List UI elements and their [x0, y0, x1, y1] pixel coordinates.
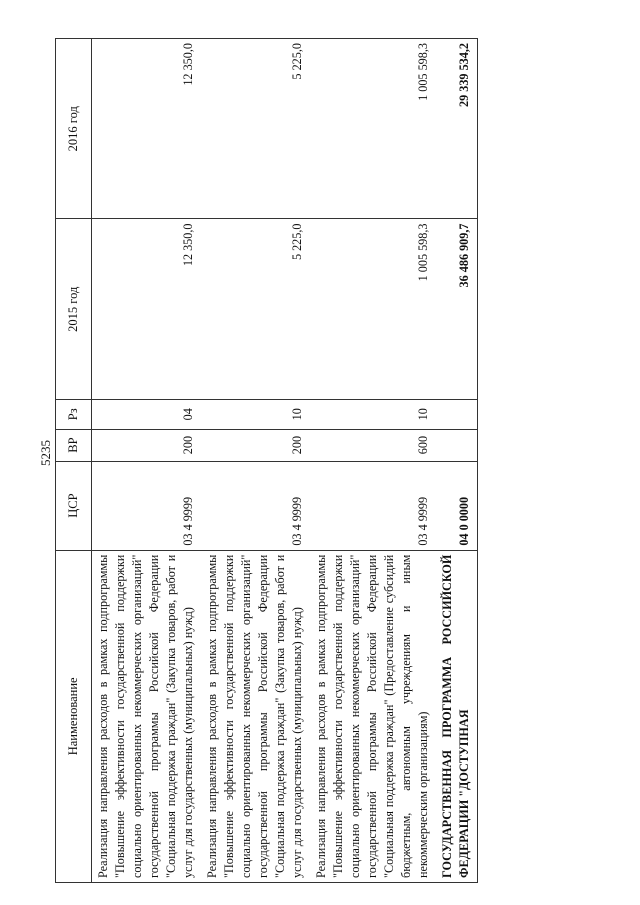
header-vr: ВР: [56, 429, 92, 461]
row-vr: 200: [92, 429, 202, 461]
budget-table: [55, 38, 478, 883]
row-csr: 03 4 9999: [201, 461, 310, 550]
row-name: Реализация направления расходов в рамках подпрограммы "Повышение эффективности государственной поддержки социально ориентированных некоммерческих организаций" государственной программы Российской Федерации "Социальная поддержка граждан" (Предоставление субсидий бюджетным, автономным учреждениям и иным некоммерческим организациям): [310, 550, 436, 882]
row-csr: 04 0 0000: [436, 461, 478, 550]
row-vr: 200: [201, 429, 310, 461]
page-number: 5235: [38, 440, 53, 466]
table-row: [310, 39, 436, 883]
row-name: Реализация направления расходов в рамках подпрограммы "Повышение эффективности государственной поддержки социально ориентированных некоммерческих организаций" государственной программы Российской Федерации "Социальная поддержка граждан" (Закупка товаров, работ и услуг для государственных (муниципальных) нужд): [201, 550, 310, 882]
table-header-row: [56, 39, 92, 883]
row-name: Реализация направления расходов в рамках подпрограммы "Повышение эффективности государственной поддержки социально ориентированных некоммерческих организаций" государственной программы Российской Федерации "Социальная поддержка граждан" (Закупка товаров, работ и услуг для государственных (муниципальных) нужд): [92, 550, 202, 882]
header-rz: Рз: [56, 399, 92, 429]
row-2015: 12 350,0: [92, 219, 202, 399]
header-2016: 2016 год: [56, 39, 92, 219]
row-2015: 1 005 598,3: [310, 219, 436, 399]
table-row-program-total: [436, 39, 478, 883]
row-2016: 1 005 598,3: [310, 39, 436, 219]
row-rz: 10: [201, 399, 310, 429]
header-name: Наименование: [56, 550, 92, 882]
table-row: [92, 39, 202, 883]
row-csr: 03 4 9999: [92, 461, 202, 550]
row-csr: 03 4 9999: [310, 461, 436, 550]
table-row: [201, 39, 310, 883]
row-rz: 10: [310, 399, 436, 429]
row-2015: 5 225,0: [201, 219, 310, 399]
row-name: ГОСУДАРСТВЕННАЯ ПРОГРАММА РОССИЙСКОЙ ФЕДЕРАЦИИ "ДОСТУПНАЯ: [436, 550, 478, 882]
header-2015: 2015 год: [56, 219, 92, 399]
row-2015: 36 486 909,7: [436, 219, 478, 399]
header-csr: ЦСР: [56, 461, 92, 550]
row-vr: [436, 429, 478, 461]
row-rz: [436, 399, 478, 429]
row-2016: 5 225,0: [201, 39, 310, 219]
row-vr: 600: [310, 429, 436, 461]
row-2016: 29 339 534,2: [436, 39, 478, 219]
row-2016: 12 350,0: [92, 39, 202, 219]
row-rz: 04: [92, 399, 202, 429]
